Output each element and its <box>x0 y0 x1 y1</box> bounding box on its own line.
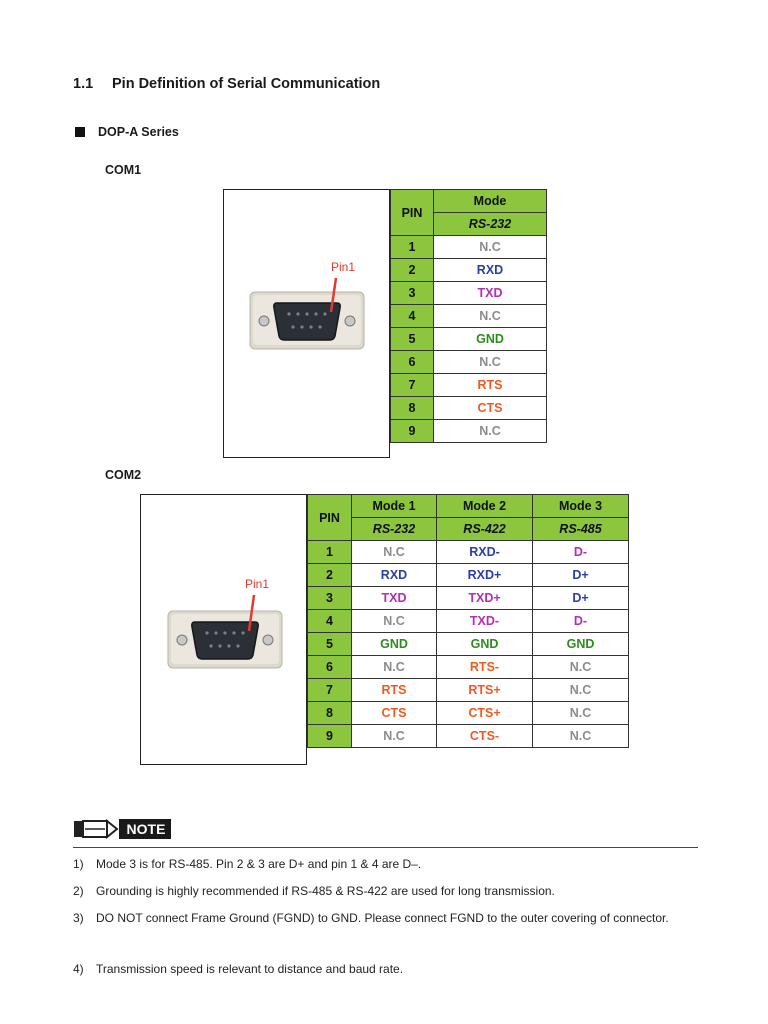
pin-header: PIN <box>308 495 352 541</box>
signal-cell: N.C <box>434 351 547 374</box>
com1-label: COM1 <box>105 163 142 177</box>
note-item-number: 1) <box>73 857 84 871</box>
signal-cell: N.C <box>352 541 437 564</box>
signal-cell: N.C <box>434 420 547 443</box>
signal-cell: RXD+ <box>437 564 533 587</box>
signal-cell: N.C <box>533 725 629 748</box>
pin-number: 8 <box>308 702 352 725</box>
pin-row <box>391 282 547 305</box>
signal-cell: TXD <box>434 282 547 305</box>
pin-header: PIN <box>391 190 434 236</box>
com1-pin-table <box>390 189 547 443</box>
mode-header: Mode 1 <box>352 495 437 518</box>
pin-number: 7 <box>391 374 434 397</box>
signal-cell: CTS- <box>437 725 533 748</box>
bullet-square-icon <box>75 127 85 137</box>
pin-row <box>308 725 629 748</box>
signal-cell: D- <box>533 541 629 564</box>
signal-cell: D- <box>533 610 629 633</box>
pin-row <box>308 679 629 702</box>
pin-row <box>391 420 547 443</box>
pin-number: 1 <box>391 236 434 259</box>
protocol-header: RS-232 <box>352 518 437 541</box>
signal-cell: TXD- <box>437 610 533 633</box>
pin-number: 4 <box>308 610 352 633</box>
note-item-number: 2) <box>73 884 84 898</box>
pin-number: 5 <box>308 633 352 656</box>
pin-number: 1 <box>308 541 352 564</box>
signal-cell: GND <box>533 633 629 656</box>
pin-row <box>391 236 547 259</box>
section-title-text: Pin Definition of Serial Communication <box>112 76 381 92</box>
note-badge: NOTE <box>126 821 166 837</box>
pin-number: 8 <box>391 397 434 420</box>
signal-cell: D+ <box>533 587 629 610</box>
protocol-header: RS-232 <box>434 213 547 236</box>
series-label: DOP-A Series <box>98 125 179 139</box>
pin-number: 9 <box>308 725 352 748</box>
signal-cell: CTS <box>434 397 547 420</box>
signal-cell: RXD <box>434 259 547 282</box>
note-item <box>73 957 673 981</box>
pin-number: 3 <box>391 282 434 305</box>
pin-number: 2 <box>391 259 434 282</box>
signal-cell: N.C <box>434 236 547 259</box>
pin-number: 3 <box>308 587 352 610</box>
note-item-text: DO NOT connect Frame Ground (FGND) to GND. Please connect FGND to the outer covering of connector. <box>96 911 669 925</box>
signal-cell: N.C <box>533 656 629 679</box>
signal-cell: RXD- <box>437 541 533 564</box>
com1-connector-figure <box>223 189 390 458</box>
section-title <box>73 76 380 92</box>
db9-connector-icon <box>244 272 369 352</box>
section-number: 1.1 <box>73 76 94 92</box>
signal-cell: N.C <box>533 702 629 725</box>
pin-number: 6 <box>391 351 434 374</box>
db9-connector-icon <box>162 591 287 671</box>
signal-cell: N.C <box>434 305 547 328</box>
signal-cell: N.C <box>352 610 437 633</box>
note-item-text: Grounding is highly recommended if RS-485 & RS-422 are used for long transmission. <box>96 884 555 898</box>
protocol-header: RS-422 <box>437 518 533 541</box>
pin-row <box>391 305 547 328</box>
com2-pin1-label: Pin1 <box>245 577 270 591</box>
com2-pin-table <box>307 494 629 748</box>
com2-connector-figure <box>140 494 307 765</box>
pin-row <box>391 397 547 420</box>
com2-label: COM2 <box>105 468 142 482</box>
note-item <box>73 852 673 876</box>
signal-cell: GND <box>352 633 437 656</box>
signal-cell: N.C <box>533 679 629 702</box>
pin-number: 4 <box>391 305 434 328</box>
pin-row <box>308 610 629 633</box>
pin-row <box>308 564 629 587</box>
signal-cell: RXD <box>352 564 437 587</box>
mode-header: Mode <box>434 190 547 213</box>
pin-row <box>391 259 547 282</box>
pin-row <box>308 633 629 656</box>
signal-cell: RTS+ <box>437 679 533 702</box>
pin-row <box>308 656 629 679</box>
pin-number: 6 <box>308 656 352 679</box>
pin-row <box>391 328 547 351</box>
signal-cell: GND <box>434 328 547 351</box>
mode-header: Mode 3 <box>533 495 629 518</box>
pin-row <box>308 541 629 564</box>
signal-cell: CTS+ <box>437 702 533 725</box>
note-item-text: Mode 3 is for RS-485. Pin 2 & 3 are D+ and pin 1 & 4 are D–. <box>96 857 422 871</box>
mode-header: Mode 2 <box>437 495 533 518</box>
signal-cell: TXD <box>352 587 437 610</box>
pin-row <box>308 587 629 610</box>
pin-number: 2 <box>308 564 352 587</box>
note-item-text: Transmission speed is relevant to distance and baud rate. <box>96 962 404 976</box>
signal-cell: N.C <box>352 725 437 748</box>
signal-cell: RTS <box>434 374 547 397</box>
pin-row <box>391 374 547 397</box>
protocol-header: RS-485 <box>533 518 629 541</box>
pin-number: 7 <box>308 679 352 702</box>
signal-cell: CTS <box>352 702 437 725</box>
note-item <box>73 906 676 930</box>
pin-row <box>391 351 547 374</box>
signal-cell: N.C <box>352 656 437 679</box>
signal-cell: GND <box>437 633 533 656</box>
signal-cell: D+ <box>533 564 629 587</box>
note-item-number: 3) <box>73 911 84 925</box>
pin-number: 9 <box>391 420 434 443</box>
pin-number: 5 <box>391 328 434 351</box>
pin-row <box>308 702 629 725</box>
note-item <box>73 879 673 903</box>
com1-pin1-label: Pin1 <box>331 260 356 274</box>
signal-cell: RTS- <box>437 656 533 679</box>
signal-cell: TXD+ <box>437 587 533 610</box>
note-item-number: 4) <box>73 962 84 976</box>
note-divider <box>73 847 698 848</box>
signal-cell: RTS <box>352 679 437 702</box>
